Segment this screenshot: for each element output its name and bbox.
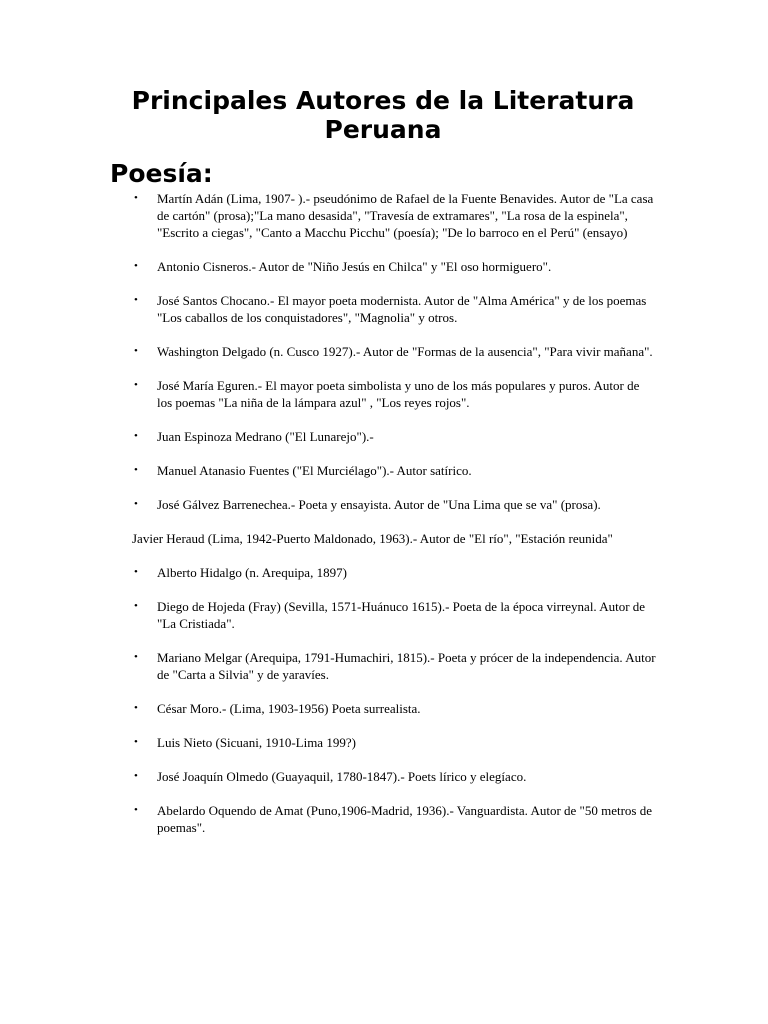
bullet-icon: • xyxy=(134,651,138,663)
list-item-text: Antonio Cisneros.- Autor de "Niño Jesús en Chilca" y "El oso hormiguero". xyxy=(157,259,552,274)
bullet-icon: • xyxy=(134,345,138,357)
bullet-icon: • xyxy=(134,260,138,272)
list-item-text: Luis Nieto (Sicuani, 1910-Lima 199?) xyxy=(157,735,356,750)
document-title: Principales Autores de la Literatura Peruana xyxy=(131,86,635,144)
bullet-icon: • xyxy=(134,804,138,816)
list-item xyxy=(132,258,656,275)
list-item xyxy=(132,462,656,479)
list-item-text: Alberto Hidalgo (n. Arequipa, 1897) xyxy=(157,565,347,580)
list-item-text: José Gálvez Barrenechea.- Poeta y ensayista. Autor de "Una Lima que se va" (prosa). xyxy=(157,497,601,512)
bullet-icon: • xyxy=(134,294,138,306)
list-item xyxy=(132,598,656,632)
list-item xyxy=(132,564,656,581)
author-list-2 xyxy=(132,564,656,836)
list-item-text: José Santos Chocano.- El mayor poeta modernista. Autor de "Alma América" y de los poemas "Los caballos de los conquistadores", "Magnolia" y otros. xyxy=(157,293,647,325)
list-item-text: Abelardo Oquendo de Amat (Puno,1906-Madrid, 1936).- Vanguardista. Autor de "50 metros de poemas". xyxy=(157,803,653,835)
bullet-icon: • xyxy=(134,600,138,612)
list-item-text: José María Eguren.- El mayor poeta simbolista y uno de los más populares y puros. Autor de los poemas "La niña de la lámpara azul" , "Los reyes rojos". xyxy=(157,378,640,410)
list-item-text: César Moro.- (Lima, 1903-1956) Poeta surrealista. xyxy=(157,701,421,716)
bullet-icon: • xyxy=(134,770,138,782)
bullet-icon: • xyxy=(134,379,138,391)
list-item-text: Juan Espinoza Medrano ("El Lunarejo").- xyxy=(157,429,374,444)
list-item xyxy=(132,700,656,717)
list-item-text: Washington Delgado (n. Cusco 1927).- Autor de "Formas de la ausencia", "Para vivir mañana". xyxy=(157,344,653,359)
list-item xyxy=(132,377,656,411)
section-heading-poesia: Poesía: xyxy=(110,159,213,188)
list-item xyxy=(132,734,656,751)
list-item xyxy=(132,190,656,241)
list-item xyxy=(132,292,656,326)
list-item-text: Manuel Atanasio Fuentes ("El Murciélago").- Autor satírico. xyxy=(157,463,472,478)
list-item-text: José Joaquín Olmedo (Guayaquil, 1780-1847).- Poets lírico y elegíaco. xyxy=(157,769,527,784)
list-item-text: Martín Adán (Lima, 1907- ).- pseudónimo de Rafael de la Fuente Benavides. Autor de "La casa de cartón" (prosa);"La mano desasida", "Travesía de extramares", "La rosa de la espinela", "Escrito a ciegas", "Canto a Macchu Picchu" (poesía); "De lo barroco en el Perú" (ensayo) xyxy=(157,191,654,240)
list-item xyxy=(132,768,656,785)
list-item xyxy=(132,428,656,445)
list-item-text: Diego de Hojeda (Fray) (Sevilla, 1571-Huánuco 1615).- Poeta de la época virreynal. Autor de "La Cristiada". xyxy=(157,599,646,631)
list-item-text: Mariano Melgar (Arequipa, 1791-Humachiri, 1815).- Poeta y prócer de la independencia. Autor de "Carta a Silvia" y de yaravíes. xyxy=(157,650,656,682)
bullet-icon: • xyxy=(134,736,138,748)
bullet-icon: • xyxy=(134,464,138,476)
bullet-icon: • xyxy=(134,498,138,510)
list-item xyxy=(132,649,656,683)
bullet-icon: • xyxy=(134,430,138,442)
plain-paragraph-heraud: Javier Heraud (Lima, 1942-Puerto Maldonado, 1963).- Autor de "El río", "Estación reunida" xyxy=(132,531,613,546)
list-item xyxy=(132,802,656,836)
list-item xyxy=(132,496,656,513)
bullet-icon: • xyxy=(134,702,138,714)
bullet-icon: • xyxy=(134,192,138,204)
author-list-1 xyxy=(132,190,656,513)
bullet-icon: • xyxy=(134,566,138,578)
list-item xyxy=(132,343,656,360)
